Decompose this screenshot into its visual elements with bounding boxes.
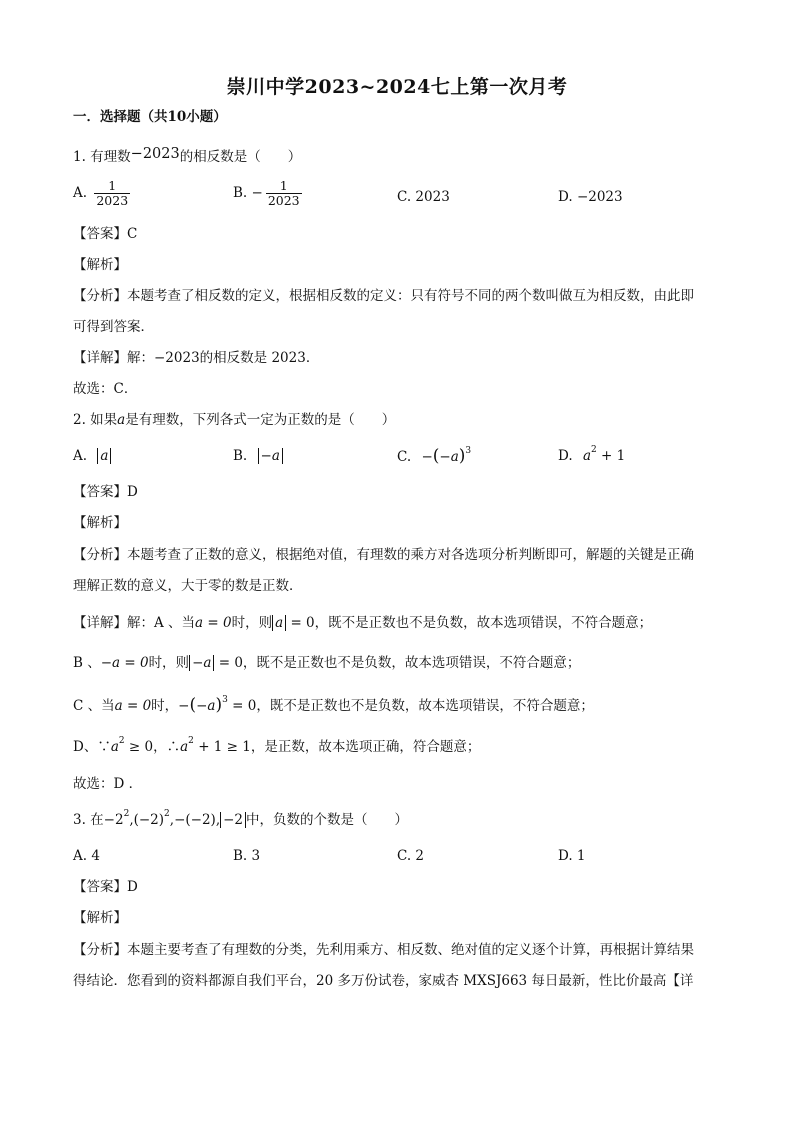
- q2-detail-c-prefix: C 、当: [73, 698, 115, 714]
- fraction-numerator: 1: [279, 178, 288, 193]
- q1-answer: 【答案】C: [73, 226, 138, 242]
- q1-fenxi-line-1: 【分析】本题考查了相反数的定义，根据相反数的定义：只有符号不同的两个数叫做互为相反数，由此即: [73, 288, 694, 304]
- q2-option-d-label: D.: [558, 448, 573, 464]
- q2-option-d-tail: + 1: [596, 448, 626, 464]
- q2-detail-d-base-1: a: [110, 739, 119, 755]
- q2-detail-a-mid: 时，则: [231, 615, 273, 631]
- q3-stem-exp-2: 2: [164, 809, 170, 819]
- q2-option-a-label: A.: [73, 448, 88, 464]
- q2-detail-b-abs: −a: [189, 655, 214, 671]
- q2-detail-d-math-2: + 1 ≥ 1: [193, 739, 251, 755]
- q1-option-d: [558, 188, 623, 206]
- q2-option-c-sign: −: [421, 449, 433, 465]
- q2-stem-suffix: 是有理数，下列各式一定为正数的是（ ）: [125, 412, 396, 428]
- q1-option-b-sign: −: [251, 185, 263, 201]
- q2-detail-c-sign: −: [178, 698, 190, 714]
- q2-option-b-expr: −a: [258, 448, 283, 464]
- q2-detail-d-exp-1: 2: [118, 736, 125, 746]
- fraction-denominator: 2023: [267, 193, 300, 208]
- q2-detail-b-math-1: −a = 0: [100, 655, 149, 671]
- q2-option-c-exponent: 3: [465, 446, 472, 456]
- fraction-denominator: 2023: [96, 193, 129, 208]
- page-title: 崇川中学2023~2024七上第一次月考: [226, 76, 568, 98]
- q2-option-c: C. $-(-a)^3$: [397, 446, 472, 466]
- q2-detail-a-suffix: ，既不是正数也不是负数，故本选项错误，不符合题意；: [314, 615, 653, 631]
- q1-fenxi-line-2: 可得到答案．: [73, 319, 154, 335]
- q2-detail-c-math-2: = 0: [227, 698, 257, 714]
- q3-stem-abs: −2: [220, 812, 246, 828]
- q2-detail-a-math-1: a = 0: [195, 615, 232, 631]
- q2-detail-c-mid: 时，: [151, 698, 179, 714]
- q3-analysis-label: 【解析】: [73, 910, 127, 926]
- q2-detail-c-suffix: ，既不是正数也不是负数，故本选项错误，不符合题意；: [256, 698, 594, 714]
- q1-detail-math: −2023: [154, 350, 200, 366]
- q1-analysis-label: 【解析】: [73, 257, 127, 273]
- q2-choose: 故选：D ．: [73, 776, 143, 792]
- q2-detail-c-math-1: a = 0: [114, 698, 152, 714]
- q3-stem-suffix: 中，负数的个数是（ ）: [246, 812, 409, 828]
- q1-option-c: C. 2023: [397, 189, 450, 205]
- q2-detail-c-inner: −a: [196, 698, 216, 714]
- q2-detail-b-prefix: B 、: [73, 655, 101, 671]
- q1-option-a-fraction: [94, 179, 130, 208]
- q2-detail-b-math-2: = 0: [214, 655, 243, 671]
- q1-option-d-label: D.: [558, 189, 573, 205]
- q1-option-b-label: B.: [233, 185, 248, 201]
- q3-stem-math-1: −2: [103, 812, 124, 828]
- q3-fenxi-line-1: 【分析】本题主要考查了有理数的分类，先利用乘方、相反数、绝对值的定义逐个计算，再根据计算结果: [73, 942, 694, 958]
- q2-detail-d-suffix: ，是正数，故本选项正确，符合题意；: [250, 739, 481, 755]
- q2-detail-d-base-2: a: [180, 739, 189, 755]
- q2-detail-c-exponent: 3: [222, 695, 228, 705]
- q3-stem-exp-1: 2: [123, 809, 130, 819]
- section-heading: 一．选择题（共10小题）: [73, 109, 227, 125]
- q2-detail-b: [73, 654, 580, 672]
- q2-option-c-label: C.: [397, 449, 412, 465]
- q3-option-c: C. 2: [397, 848, 425, 864]
- q1-option-d-value: −2023: [576, 189, 623, 205]
- q1-detail-suffix: 的相反数是 2023．: [199, 350, 320, 366]
- q3-option-b: B. 3: [233, 848, 261, 864]
- q1-detail: [73, 349, 319, 367]
- q3-answer: 【答案】D: [73, 879, 138, 895]
- q2-fenxi-line-2: 理解正数的意义，大于零的数是正数．: [73, 578, 303, 594]
- q1-option-b: [233, 179, 305, 208]
- q2-detail-b-suffix: ，既不是正数也不是负数，故本选项错误，不符合题意；: [242, 655, 581, 671]
- q2-detail-d-math-1: ≥ 0: [124, 739, 154, 755]
- q2-detail-a-math-2: = 0: [286, 615, 315, 631]
- q2-answer: 【答案】D: [73, 484, 138, 500]
- q1-option-a-label: A.: [73, 185, 88, 201]
- q2-option-b-label: B.: [233, 448, 248, 464]
- q2-option-d: [558, 447, 625, 465]
- q2-stem-prefix: 2. 如果: [73, 412, 118, 428]
- q2-analysis-label: 【解析】: [73, 515, 127, 531]
- q2-detail-a: [73, 614, 652, 632]
- fraction-numerator: 1: [108, 178, 117, 193]
- q1-stem-suffix: 的相反数是（ ）: [179, 149, 302, 165]
- q3-fenxi-line-2: 得结论．您看到的资料都源自我们平台，20 多万份试卷，家威杏 MXSJ663 每日最新，性比价最高【详: [73, 973, 694, 989]
- q2-option-d-exponent: 2: [591, 445, 597, 455]
- q1-stem-prefix: 1. 有理数: [73, 149, 131, 165]
- question-3-stem: [73, 811, 408, 829]
- q2-option-c-inner: −a: [439, 449, 459, 465]
- q2-option-a-expr: a: [97, 448, 111, 464]
- q2-detail-a-prefix: 【详解】解：A 、当: [73, 615, 196, 631]
- question-2-stem: [73, 411, 395, 429]
- q1-choose: 故选：C．: [73, 381, 138, 397]
- q3-stem-math-2: ,(−2): [129, 812, 165, 828]
- q2-detail-d: [73, 738, 480, 756]
- q3-stem-math-3: ,−(−2),: [169, 812, 221, 828]
- q2-option-a: [73, 447, 111, 465]
- q2-detail-d-prefix: D、∵: [73, 739, 111, 755]
- q2-detail-d-exp-2: 2: [188, 736, 194, 746]
- q2-detail-b-mid: 时，则: [148, 655, 190, 671]
- q2-detail-a-abs: a: [272, 615, 286, 631]
- q1-option-a: [73, 179, 133, 208]
- q3-stem-prefix: 3. 在: [73, 812, 104, 828]
- q2-fenxi-line-1: 【分析】本题考查了正数的意义，根据绝对值，有理数的乘方对各选项分析判断即可，解题的关键是正确: [73, 547, 694, 563]
- question-1-stem: [73, 148, 301, 166]
- q3-option-d: D. 1: [558, 848, 586, 864]
- q1-detail-prefix: 【详解】解：: [73, 350, 154, 366]
- q3-option-a: A. 4: [73, 848, 100, 864]
- q2-option-b: [233, 447, 283, 465]
- q1-stem-math: −2023: [130, 146, 180, 162]
- q2-stem-variable: a: [117, 412, 126, 428]
- q2-detail-d-mid: ，∴: [153, 739, 181, 755]
- q2-option-d-base: a: [582, 448, 591, 464]
- q1-option-b-fraction: [266, 179, 302, 208]
- q2-detail-c: C 、当a = 0时，$-(-a)^3 = 0$，既不是正数也不是负数，故本选项错误，不符合题意；: [73, 695, 594, 715]
